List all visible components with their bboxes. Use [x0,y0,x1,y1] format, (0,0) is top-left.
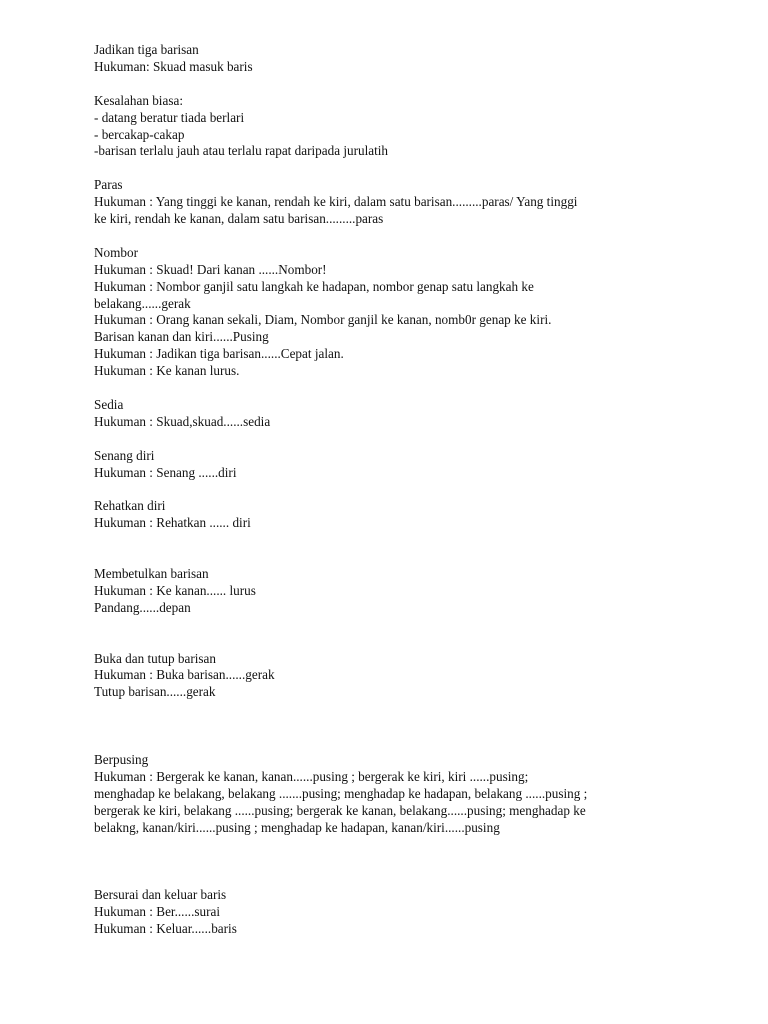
text-line: Jadikan tiga barisan [94,42,199,57]
text-line: Hukuman : Jadikan tiga barisan......Cepat jalan. [94,346,344,362]
text-line: Hukuman : Orang kanan sekali, Diam, Nombor ganjil ke kanan, nomb0r genap ke kiri. [94,312,552,328]
text-line: - datang beratur tiada berlari [94,109,245,125]
section-buka-dan-tutup-barisan [94,651,694,702]
text-line: Membetulkan barisan [94,565,209,581]
text-line: Hukuman : Bergerak ke kanan, kanan......pusing ; bergerak ke kiri, kiri ......pusing; [94,768,529,784]
section-rehatkan-diri [94,498,694,532]
text-line: Hukuman : Senang ......diri [94,464,237,480]
text-line: Senang diri [94,447,155,463]
text-line: Barisan kanan dan kiri......Pusing [94,329,269,345]
text-line: Hukuman : Buka barisan......gerak [94,667,275,683]
text-line: Hukuman : Rehatkan ...... diri [94,515,251,531]
text-line: belakang......gerak [94,295,191,311]
text-line: Paras [94,177,123,193]
text-line: -barisan terlalu jauh atau terlalu rapat daripada jurulatih [94,143,389,159]
text-line: Hukuman : Ke kanan lurus. [94,363,240,379]
text-line: Buka dan tutup barisan [94,650,216,666]
text-line: Berpusing [94,751,149,767]
text-line: Hukuman : Yang tinggi ke kanan, rendah ke kiri, dalam satu barisan.........paras/ Yang tinggi [94,194,578,210]
text-line: bergerak ke kiri, belakang ......pusing; bergerak ke kanan, belakang......pusing; menghadap ke [94,802,586,818]
section-bersurai-dan-keluar-baris [94,887,694,938]
section-jadikan-tiga-barisan [94,42,694,76]
text-line: Kesalahan biasa: [94,92,183,108]
text-line: Hukuman : Keluar......baris [94,920,237,936]
section-membetulkan-barisan [94,566,694,617]
section-sedia [94,397,694,431]
section-berpusing [94,752,694,837]
text-line: Hukuman : Ke kanan...... lurus [94,582,256,598]
text-line: ke kiri, rendah ke kanan, dalam satu barisan.........paras [94,211,384,227]
text-line: Rehatkan diri [94,498,166,514]
text-line: Hukuman: Skuad masuk baris [94,58,253,74]
text-line: Sedia [94,396,124,412]
section-nombor [94,245,694,380]
text-line: Hukuman : Ber......surai [94,904,220,920]
text-line: - bercakap-cakap [94,126,185,142]
text-line: Hukuman : Skuad! Dari kanan ......Nombor! [94,261,327,277]
text-line: Bersurai dan keluar baris [94,887,227,903]
text-line: Hukuman : Skuad,skuad......sedia [94,413,271,429]
document-page [94,42,694,938]
text-line: menghadap ke belakang, belakang .......pusing; menghadap ke hadapan, belakang ......pusing ; [94,785,588,801]
text-line: Hukuman : Nombor ganjil satu langkah ke hadapan, nombor genap satu langkah ke [94,278,534,294]
section-paras [94,177,694,228]
section-kesalahan-biasa [94,93,694,161]
text-line: Tutup barisan......gerak [94,684,216,700]
text-line: Pandang......depan [94,599,191,615]
section-senang-diri [94,448,694,482]
text-line: belakng, kanan/kiri......pusing ; menghadap ke hadapan, kanan/kiri......pusing [94,819,500,835]
text-line: Nombor [94,244,138,260]
